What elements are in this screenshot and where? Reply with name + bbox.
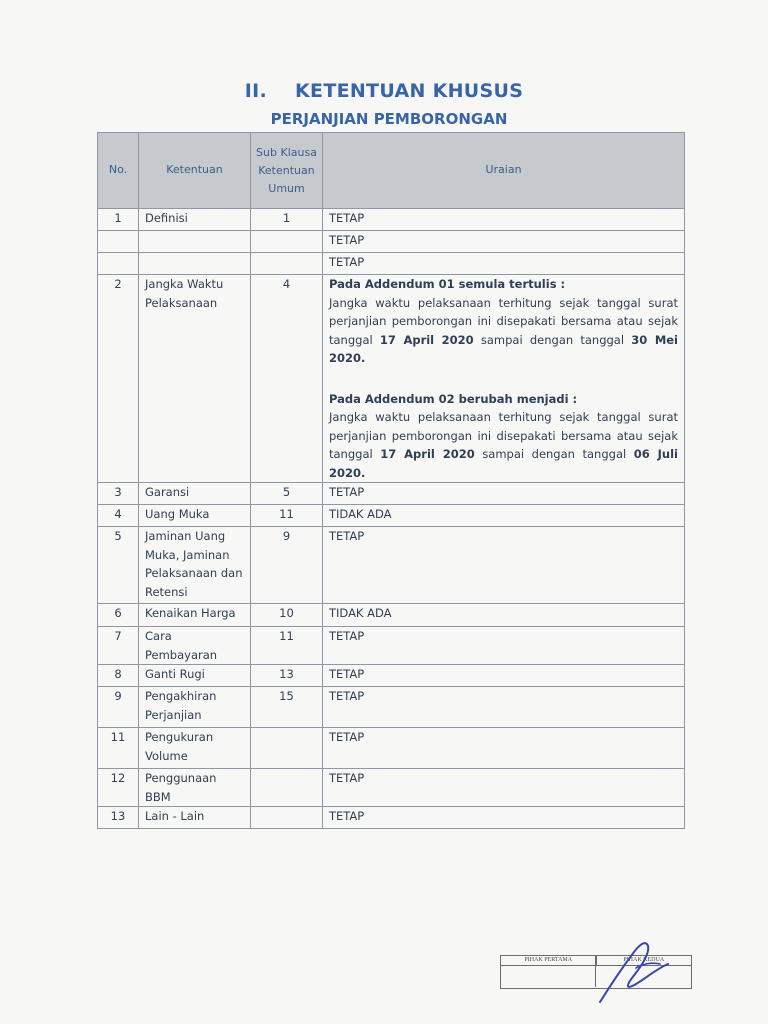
table-row <box>98 807 685 829</box>
addendum-01-end-date: 30 Mei 2020. <box>329 332 678 365</box>
table-header-row <box>98 133 685 209</box>
addendum-02-body: Jangka waktu pelaksanaan terhitung sejak tanggal surat perjanjian pemborongan ini disepakati bersama atau sejak tanggal <box>329 410 678 461</box>
cell-ketentuan: Lain - Lain <box>139 807 251 829</box>
cell-ketentuan: Uang Muka <box>139 505 251 527</box>
cell-no: 3 <box>98 483 139 505</box>
cell-sub <box>251 253 323 275</box>
cell-uraian: TETAP <box>323 807 685 829</box>
cell-ketentuan: Kenaikan Harga <box>139 604 251 627</box>
cell-uraian: TETAP <box>323 483 685 505</box>
cell-uraian: TETAP <box>323 627 685 665</box>
cell-sub: 11 <box>251 627 323 665</box>
addendum-01-text <box>329 294 678 368</box>
cell-sub: 13 <box>251 665 323 687</box>
cell-uraian: TETAP <box>323 769 685 807</box>
cell-sub: 9 <box>251 527 323 604</box>
table-row <box>98 483 685 505</box>
section-heading: KETENTUAN KHUSUS <box>295 80 524 102</box>
cell-sub <box>251 728 323 769</box>
section-number: II. <box>244 80 268 102</box>
addendum-01-body: Jangka waktu pelaksanaan terhitung sejak tanggal surat perjanjian pemborongan ini disepakati bersama atau sejak tanggal <box>329 295 678 347</box>
cell-sub <box>251 231 323 253</box>
cell-sub: 11 <box>251 505 323 527</box>
cell-no: 7 <box>98 627 139 665</box>
table-row <box>98 209 685 231</box>
header-uraian: Uraian <box>323 133 685 209</box>
header-sub-klausa: Sub Klausa Ketentuan Umum <box>251 133 323 209</box>
cell-uraian: TIDAK ADA <box>323 604 685 627</box>
cell-no: 11 <box>98 728 139 769</box>
cell-no <box>98 253 139 275</box>
cell-uraian: TIDAK ADA <box>323 505 685 527</box>
addendum-01-heading: Pada Addendum 01 semula tertulis : <box>329 277 566 291</box>
cell-no <box>98 231 139 253</box>
cell-ketentuan: Jaminan Uang Muka, Jaminan Pelaksanaan dan Retensi <box>139 527 251 604</box>
table-row <box>98 769 685 807</box>
cell-sub: 10 <box>251 604 323 627</box>
addendum-02-text <box>329 408 678 482</box>
addendum-01-start-date: 17 April 2020 <box>379 332 474 347</box>
ketentuan-table <box>97 132 685 829</box>
addendum-02-heading: Pada Addendum 02 berubah menjadi : <box>329 391 578 406</box>
cell-sub: 5 <box>251 483 323 505</box>
table-row <box>98 253 685 275</box>
cell-ketentuan <box>139 253 251 275</box>
header-ketentuan: Ketentuan <box>139 133 251 209</box>
cell-ketentuan: Cara Pembayaran <box>139 627 251 665</box>
cell-ketentuan: Definisi <box>139 209 251 231</box>
table-row <box>98 728 685 769</box>
addendum-02-mid: sampai dengan tanggal <box>482 447 627 461</box>
cell-no: 5 <box>98 527 139 604</box>
cell-ketentuan: Garansi <box>139 483 251 505</box>
cell-ketentuan: Pengukuran Volume <box>139 728 251 769</box>
spacer <box>329 368 678 390</box>
header-no: No. <box>98 133 139 209</box>
cell-uraian: TETAP <box>323 728 685 769</box>
table-row <box>98 687 685 728</box>
cell-uraian: TETAP <box>323 527 685 604</box>
cell-uraian: TETAP <box>323 665 685 687</box>
cell-no: 2 <box>98 275 139 483</box>
cell-sub: 4 <box>251 275 323 483</box>
table-row <box>98 231 685 253</box>
table-row <box>98 665 685 687</box>
cell-ketentuan: Pengakhiran Perjanjian <box>139 687 251 728</box>
document-subtitle: PERJANJIAN PEMBORONGAN <box>270 110 508 128</box>
pihak-pertama-label: PIHAK PERTAMA <box>501 956 596 966</box>
paraf-signature-icon <box>596 938 676 1006</box>
cell-sub <box>251 807 323 829</box>
cell-ketentuan: Jangka Waktu Pelaksanaan <box>139 275 251 483</box>
cell-sub: 1 <box>251 209 323 231</box>
cell-no: 4 <box>98 505 139 527</box>
cell-uraian: TETAP <box>323 253 685 275</box>
cell-no: 12 <box>98 769 139 807</box>
addendum-01-mid: sampai dengan tanggal <box>480 332 625 347</box>
section-title <box>0 80 768 102</box>
cell-uraian <box>323 275 685 483</box>
addendum-02-start-date: 17 April 2020 <box>380 447 475 461</box>
addendum-02-end-date: 06 Juli 2020. <box>329 447 679 480</box>
table-row <box>98 604 685 627</box>
cell-no: 9 <box>98 687 139 728</box>
cell-sub: 15 <box>251 687 323 728</box>
cell-ketentuan: Ganti Rugi <box>139 665 251 687</box>
cell-ketentuan: Penggunaan BBM <box>139 769 251 807</box>
cell-uraian: TETAP <box>323 209 685 231</box>
cell-uraian: TETAP <box>323 231 685 253</box>
cell-no: 8 <box>98 665 139 687</box>
cell-no: 6 <box>98 604 139 627</box>
cell-sub <box>251 769 323 807</box>
table-row-jangka-waktu <box>98 275 685 483</box>
table-row <box>98 505 685 527</box>
cell-no: 1 <box>98 209 139 231</box>
cell-ketentuan <box>139 231 251 253</box>
cell-uraian: TETAP <box>323 687 685 728</box>
cell-no: 13 <box>98 807 139 829</box>
pihak-kedua-label: PIHAK KEDUA <box>596 956 692 966</box>
table-row <box>98 527 685 604</box>
table-row <box>98 627 685 665</box>
